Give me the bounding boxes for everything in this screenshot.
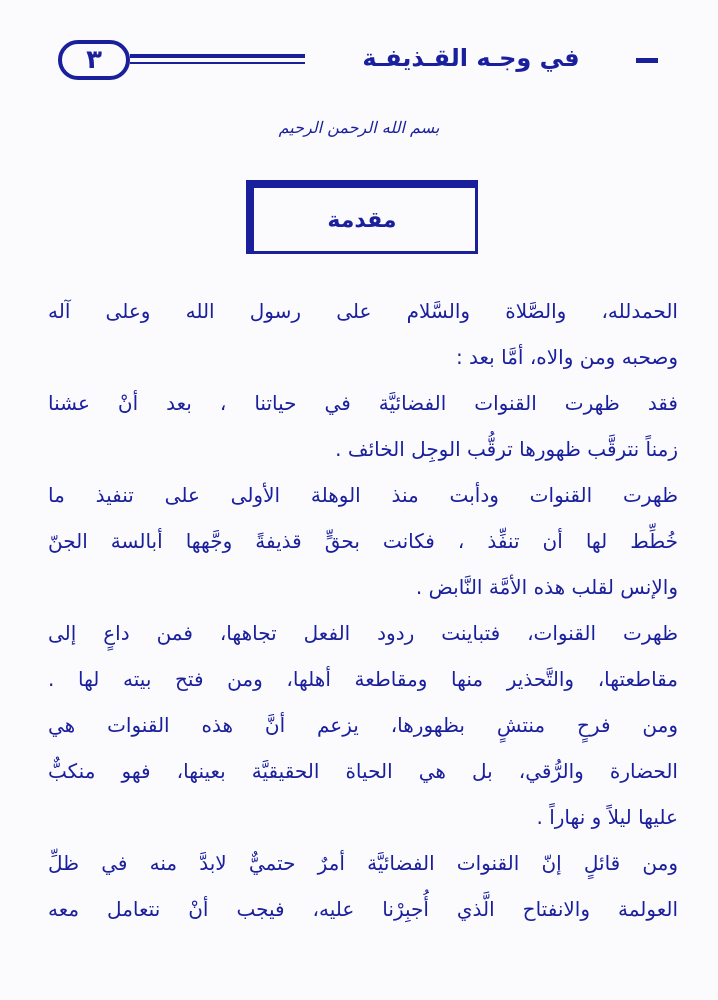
chapter-title-box bbox=[246, 180, 478, 254]
text-line: مقاطعتها، والتَّحذير منها ومقاطعة أهلها، ومن فتح بيته لها . bbox=[48, 667, 678, 691]
text-line: خُطِّط لها أن تنفِّذ ، فكانت بحقٍّ قذيفةً وجَّهها أبالسة الجنّ bbox=[48, 529, 678, 553]
body-text bbox=[48, 288, 678, 988]
text-line: العولمة والانفتاح الَّذي أُجبِرْنا عليه، فيجب أنْ نتعامل معه bbox=[48, 897, 678, 921]
header-rule-thin bbox=[130, 62, 305, 64]
header-rule-end bbox=[636, 58, 658, 63]
text-line: والإنس لقلب هذه الأمَّة النَّابض . bbox=[415, 575, 678, 599]
page-number: ٣ bbox=[58, 40, 130, 80]
text-line: الحمدلله، والصَّلاة والسَّلام على رسول الله وعلى آله bbox=[48, 299, 678, 323]
text-line: ظهرت القنوات، فتباينت ردود الفعل تجاهها، فمن داعٍ إلى bbox=[48, 621, 678, 645]
text-line: عليها ليلاً و نهاراً . bbox=[536, 805, 678, 829]
text-line: الحضارة والرُّقي، بل هي الحياة الحقيقيَّة بعينها، فهو منكبٌّ bbox=[48, 759, 678, 783]
text-line: ومن فرحٍ منتشٍ بظهورها، يزعم أنَّ هذه القنوات هي bbox=[48, 713, 678, 737]
text-line: فقد ظهرت القنوات الفضائيَّة في حياتنا ، بعد أنْ عشنا bbox=[48, 391, 678, 415]
text-line: زمناً نترقَّب ظهورها ترقُّب الوجِل الخائف . bbox=[335, 437, 678, 461]
running-header bbox=[0, 0, 718, 100]
text-line: وصحبه ومن والاه، أمَّا بعد : bbox=[455, 345, 678, 369]
basmala: بسم الله الرحمن الرحيم bbox=[278, 118, 440, 137]
book-title: في وجـه القـذيفـة bbox=[362, 44, 580, 72]
chapter-title: مقدمة bbox=[327, 208, 397, 233]
text-line: ظهرت القنوات ودأبت منذ الوهلة الأولى على تنفيذ ما bbox=[48, 483, 678, 507]
header-rule bbox=[130, 54, 305, 58]
text-line: ومن قائلٍ إنّ القنوات الفضائيَّة أمرٌ حتميٌّ لابدَّ منه في ظلِّ bbox=[48, 851, 678, 875]
